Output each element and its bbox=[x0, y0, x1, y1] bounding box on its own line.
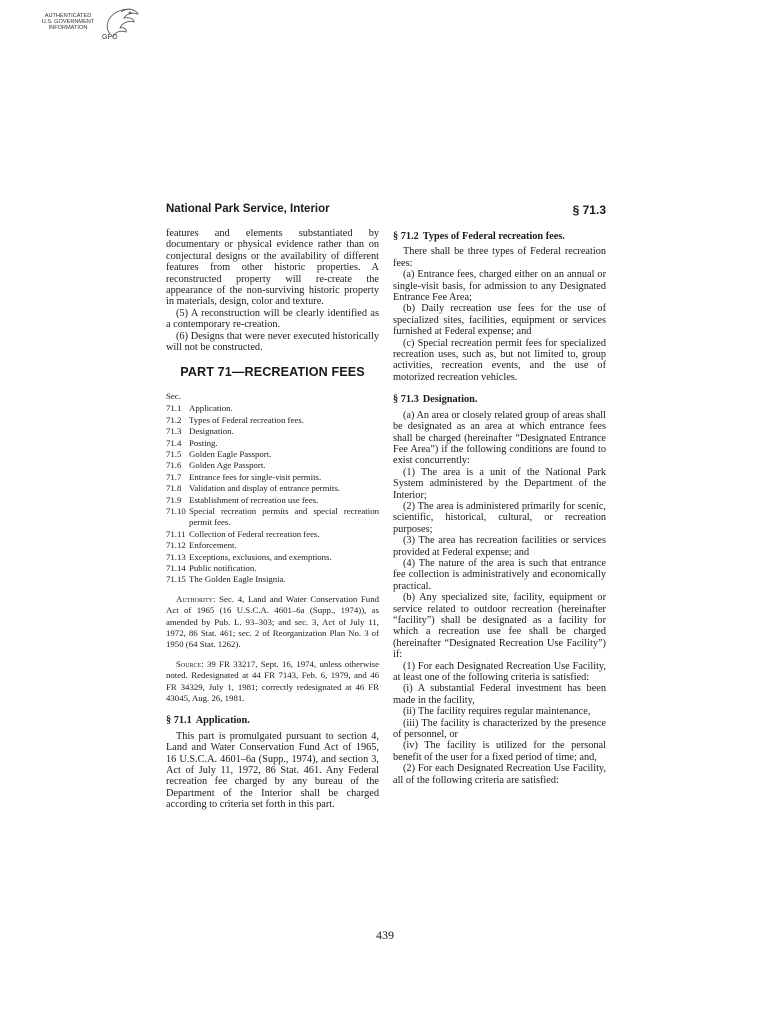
toc-row bbox=[166, 506, 379, 529]
toc-row bbox=[166, 449, 379, 460]
paragraph: (ii) The facility requires regular maintenance, bbox=[403, 706, 591, 718]
toc-title: The Golden Eagle Insignia. bbox=[189, 574, 286, 585]
paragraph: (i) A substantial Federal investment has been made in the facility, bbox=[393, 683, 606, 706]
paragraph: (iv) The facility is utilized for the personal benefit of the user for a fixed period of time; and, bbox=[393, 740, 606, 763]
source-note bbox=[166, 659, 379, 705]
toc-title: Golden Age Passport. bbox=[189, 460, 266, 471]
intro-paragraph-1: features and elements substantiated by documentary or physical evidence rather than on conjectural designs or the availability of different features from other historic properties. A reconstructed property will re-create the appearance of the non-surviving historic property in materials, design, color and texture. bbox=[166, 228, 379, 308]
section-heading-71-1 bbox=[166, 715, 379, 726]
paragraph: (b) Daily recreation use fees for the use of specialized sites, facilities, equipment or services furnished at Federal expense; and bbox=[393, 303, 606, 338]
authority-text: Sec. 4, Land and Water Conservation Fund Act of 1965 (16 U.S.C.A. 4601–6a (Supp., 1974)), as amended by Pub. L. 93–303; and sec. 3, Act of July 11, 1972, 86 Stat. 461; sec. 2 of Reorganization Plan No. 3 of 1950 (64 Stat. 1262). bbox=[166, 593, 380, 650]
toc-title: Types of Federal recreation fees. bbox=[189, 414, 304, 425]
section-heading-71-3 bbox=[393, 394, 606, 405]
section-title: Application. bbox=[195, 715, 250, 727]
toc-title: Collection of Federal recreation fees. bbox=[189, 528, 320, 539]
source-label: Source: bbox=[176, 658, 204, 669]
toc-num: 71.13 bbox=[166, 551, 186, 562]
toc-title: Golden Eagle Passport. bbox=[189, 448, 272, 459]
eagle-icon bbox=[107, 9, 138, 37]
running-head bbox=[166, 203, 606, 219]
authority-note bbox=[166, 594, 379, 651]
intro-paragraph-3: (6) Designs that were never executed historically will not be constructed. bbox=[166, 330, 379, 354]
toc-title: Entrance fees for single-visit permits. bbox=[189, 471, 322, 482]
paragraph: (4) The nature of the area is such that entrance fee collection is administratively and economically practical. bbox=[393, 557, 606, 592]
toc-num: 71.2 bbox=[166, 414, 182, 425]
toc-title: Application. bbox=[189, 403, 233, 414]
toc-row bbox=[166, 472, 379, 483]
toc-num: 71.8 bbox=[166, 483, 182, 494]
intro-paragraph-2: (5) A reconstruction will be clearly identified as a contemporary re-creation. bbox=[166, 307, 379, 331]
toc-title: Exceptions, exclusions, and exemptions. bbox=[189, 551, 332, 562]
toc-row bbox=[166, 483, 379, 494]
toc-num: 71.5 bbox=[166, 448, 182, 459]
gpo-authenticated-seal bbox=[38, 4, 142, 48]
section-71-1-text: This part is promulgated pursuant to section 4, Land and Water Conservation Fund Act of 1965, 16 U.S.C.A. 4601–6a (Supp., 1974), and section 3, Act of July 11, 1972, 86 Stat. 461. Any Federal recreation fee charged by any bureau of the Department of the Interior shall be charged according to criteria set forth in this part. bbox=[166, 730, 379, 811]
table-of-contents bbox=[166, 391, 379, 586]
toc-num: 71.4 bbox=[166, 437, 182, 448]
toc-row bbox=[166, 574, 379, 585]
toc-num: 71.6 bbox=[166, 460, 182, 471]
right-column bbox=[393, 228, 606, 786]
toc-row bbox=[166, 426, 379, 437]
left-column bbox=[166, 228, 379, 811]
paragraph: (1) For each Designated Recreation Use Facility, at least one of the following criteria is satisfied: bbox=[393, 660, 606, 684]
paragraph: (b) Any specialized site, facility, equipment or service related to outdoor recreation (hereinafter “facility”) shall be designated as a facility for which a recreation use fee shall be charged (hereinafter “Designated Recreation Use Facility”) if: bbox=[393, 592, 606, 661]
toc-title: Establishment of recreation use fees. bbox=[189, 494, 319, 505]
part-heading: PART 71—RECREATION FEES bbox=[180, 365, 365, 380]
toc-num: 71.9 bbox=[166, 494, 182, 505]
seal-line-1: AUTHENTICATED bbox=[44, 13, 92, 19]
toc-title: Public notification. bbox=[189, 562, 257, 573]
paragraph: (2) The area is administered primarily for scenic, scientific, historical, cultural, or recreation purposes; bbox=[393, 500, 606, 535]
section-marker: § 71.3 bbox=[572, 203, 606, 217]
toc-num: 71.11 bbox=[166, 528, 186, 539]
toc-row bbox=[166, 415, 379, 426]
toc-num: 71.1 bbox=[166, 403, 182, 414]
page-number: 439 bbox=[376, 928, 394, 942]
section-number: § 71.2 bbox=[393, 231, 419, 242]
toc-row bbox=[166, 563, 379, 574]
section-number: § 71.1 bbox=[166, 715, 192, 727]
paragraph: (3) The area has recreation facilities or services provided at Federal expense; and bbox=[393, 535, 606, 558]
toc-num: 71.3 bbox=[166, 426, 182, 437]
toc-row bbox=[166, 403, 379, 414]
toc-title: Validation and display of entrance permits. bbox=[189, 483, 340, 494]
paragraph: (2) For each Designated Recreation Use Facility, all of the following criteria are satisfied: bbox=[393, 763, 606, 786]
toc-num: 71.12 bbox=[166, 540, 186, 551]
toc-row bbox=[166, 540, 379, 551]
toc-row bbox=[166, 495, 379, 506]
agency-title: National Park Service, Interior bbox=[166, 203, 330, 215]
section-title: Designation. bbox=[422, 394, 478, 406]
section-title: Types of Federal recreation fees. bbox=[422, 231, 565, 242]
source-text: 39 FR 33217, Sept. 16, 1974, unless otherwise noted. Redesignated at 44 FR 7143, Feb. 6, 1979, and 46 FR 34329, July 1, 1981; correctly redesignated at 46 FR 43045, Aug. 26, 1981. bbox=[166, 658, 379, 704]
seal-gpo-mark: GPO bbox=[102, 34, 118, 41]
toc-num: 71.10 bbox=[166, 505, 186, 516]
toc-title: Designation. bbox=[189, 426, 234, 437]
seal-line-2: U.S. GOVERNMENT bbox=[41, 19, 95, 25]
toc-row bbox=[166, 460, 379, 471]
paragraph: (c) Special recreation permit fees for specialized recreation uses, such as, but not limited to, group activities, recreation events, and the use of motorized recreation vehicles. bbox=[393, 337, 606, 383]
toc-title: Posting. bbox=[189, 437, 218, 448]
paragraph: (1) The area is a unit of the National Park System administered by the Department of the Interior; bbox=[393, 466, 606, 501]
paragraph: (iii) The facility is characterized by the presence of personnel, or bbox=[393, 717, 606, 741]
toc-label: Sec. bbox=[166, 390, 181, 401]
toc-num: 71.7 bbox=[166, 471, 182, 482]
toc-num: 71.15 bbox=[166, 574, 186, 585]
paragraph: (a) An area or closely related group of areas shall be designated as an area at which entrance fees shall be charged (hereinafter “Designated Entrance Fee Area”) if the following conditions are found to exist concurrently: bbox=[393, 409, 606, 467]
paragraph: (a) Entrance fees, charged either on an annual or single-visit basis, for admission to any Designated Entrance Fee Area; bbox=[393, 269, 606, 304]
section-number: § 71.3 bbox=[393, 394, 419, 406]
toc-row bbox=[166, 438, 379, 449]
toc-row bbox=[166, 529, 379, 540]
authority-label: Authority: bbox=[176, 593, 216, 604]
toc-title: Special recreation permits and special recreation permit fees. bbox=[189, 505, 379, 528]
section-heading-71-2 bbox=[393, 231, 606, 242]
paragraph: There shall be three types of Federal recreation fees: bbox=[393, 246, 606, 269]
seal-line-3: INFORMATION bbox=[48, 25, 88, 31]
toc-title: Enforcement. bbox=[189, 540, 237, 551]
toc-row bbox=[166, 552, 379, 563]
toc-num: 71.14 bbox=[166, 562, 186, 573]
